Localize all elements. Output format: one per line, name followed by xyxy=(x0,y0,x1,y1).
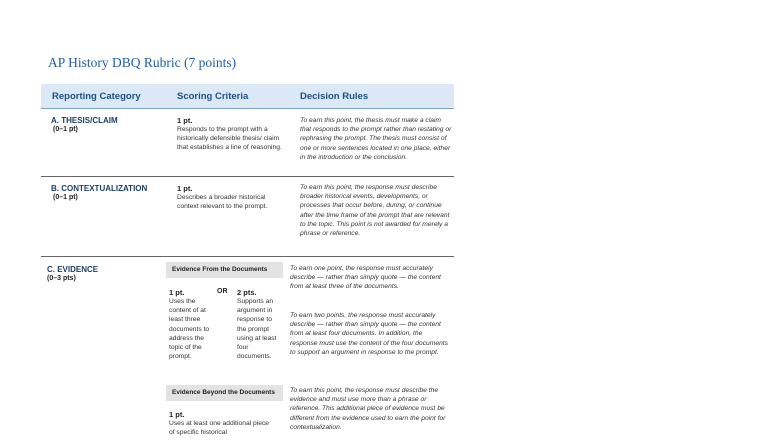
docs-one-point: 1 pt. xyxy=(169,288,185,297)
context-points: 1 pt. xyxy=(177,184,193,193)
thesis-range: (0–1 pt) xyxy=(53,126,78,133)
table-header xyxy=(41,84,454,109)
thesis-category: A. THESIS/CLAIM xyxy=(51,116,118,125)
docs-two-points-text: Supports an argument in response to the prompt using at least four documents. xyxy=(237,298,277,361)
beyond-text: Uses at least one additional piece of specific historical xyxy=(169,420,270,437)
thesis-criteria: Responds to the prompt with a historically defensible thesis/ claim that establishes a line of reasoning. xyxy=(177,126,282,152)
beyond-subheader: Evidence Beyond the Documents xyxy=(166,385,283,401)
docs-one-point-text: Uses the content of at least three documents to address the topic of the prompt. xyxy=(169,298,210,361)
docs-subheader: Evidence From the Documents xyxy=(166,262,283,278)
header-scoring-criteria: Scoring Criteria xyxy=(177,91,249,102)
beyond-rule: To earn this point, the response must describe the evidence and must use more than a phrase or reference. This additional piece of evidence must be different from the evidence used to earn the point for contextualization. xyxy=(290,387,446,431)
evidence-rule-two: To earn two points, the response must accurately describe — rather than simply quote — the content from at least four documents. In addition, the response must use the content of the four documents to support an argument in response to the prompt. xyxy=(290,312,448,356)
thesis-rule: To earn this point, the thesis must make a claim that responds to the prompt rather than restating or rephrasing the prompt. The thesis must consist of one or more sentences located in one place, either in the introduction or the conclusion. xyxy=(300,117,452,161)
evidence-rule-one: To earn one point, the response must accurately describe — rather than simply quote — the content from at least three of the documents. xyxy=(290,265,441,291)
row-divider xyxy=(41,256,454,257)
page-title: AP History DBQ Rubric (7 points) xyxy=(48,55,237,70)
or-label: OR xyxy=(217,288,228,295)
header-reporting-category: Reporting Category xyxy=(52,91,141,102)
beyond-points: 1 pt. xyxy=(169,410,185,419)
header-decision-rules: Decision Rules xyxy=(300,91,369,102)
context-criteria: Describes a broader historical context relevant to the prompt. xyxy=(177,194,268,211)
evidence-range: (0–3 pts) xyxy=(47,275,76,282)
evidence-category: C. EVIDENCE xyxy=(47,265,99,274)
row-divider xyxy=(41,176,454,177)
context-category: B. CONTEXTUALIZATION xyxy=(51,184,148,193)
docs-two-points: 2 pts. xyxy=(237,288,257,297)
thesis-points: 1 pt. xyxy=(177,116,193,125)
context-range: (0–1 pt) xyxy=(53,194,78,201)
context-rule: To earn this point, the response must describe broader historical events, developments, or processes that occur before, during, or continue after the time frame of the prompt that are relevant to the topic. This point is not awarded for merely a phrase or reference. xyxy=(300,184,450,238)
